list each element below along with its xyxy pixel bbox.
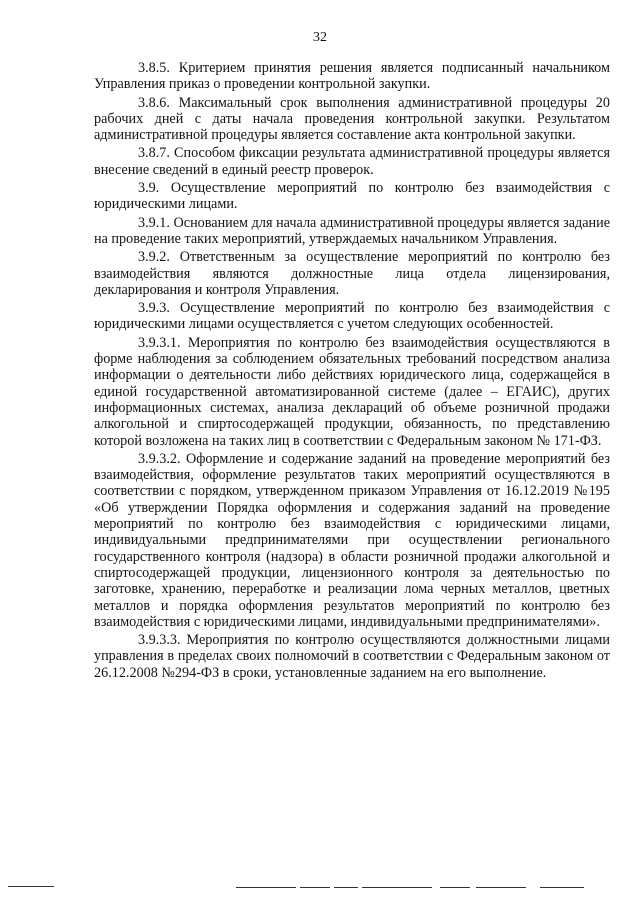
paragraph-3-9: 3.9. Осуществление мероприятий по контролю без взаимодействия с юридическими лицами. (94, 180, 610, 213)
scan-mark (334, 887, 358, 888)
page-number: 32 (313, 30, 327, 45)
paragraph-3-8-6: 3.8.6. Максимальный срок выполнения административной процедуры 20 рабочих дней с даты начала проведения контрольной закупки. Результатом административной процедуры является составление акта контрольной закупки. (94, 94, 610, 144)
paragraph-3-8-7: 3.8.7. Способом фиксации результата административной процедуры является внесение сведений в единый реестр проверок. (94, 145, 610, 178)
paragraph-3-9-3-1: 3.9.3.1. Мероприятия по контролю без взаимодействия осуществляются в форме наблюдения за соблюдением обязательных требований посредством анализа информации о деятельности либо действиях юридического лица, содержащейся в единой государственной автоматизированной системе (далее – ЕГАИС), других информационных системах, анализа деклараций об объеме розничной продажи алкогольной и спиртосодержащей продукции, обязанность, по представлению которой возложена на таких лиц в соответствии с Федеральным законом № 171-ФЗ. (94, 334, 610, 449)
paragraph-3-9-2: 3.9.2. Ответственным за осуществление мероприятий по контролю без взаимодействия являются должностные лица отдела лицензирования, декларирования и контроля Управления. (94, 249, 610, 298)
scan-mark (440, 887, 470, 888)
document-body (94, 60, 610, 681)
scan-mark (362, 887, 432, 888)
scan-mark (300, 887, 330, 888)
paragraph-3-9-3: 3.9.3. Осуществление мероприятий по контролю без взаимодействия с юридическими лицами осуществляется с учетом следующих особенностей. (94, 300, 610, 333)
scan-mark (8, 886, 54, 887)
scan-mark (540, 887, 584, 888)
scan-mark (476, 887, 526, 888)
paragraph-3-9-1: 3.9.1. Основанием для начала административной процедуры является задание на проведение таких мероприятий, утверждаемых начальником Управления. (94, 214, 610, 247)
paragraph-3-9-3-3: 3.9.3.3. Мероприятия по контролю осуществляются должностными лицами управления в пределах своих полномочий в соответствии с Федеральным законом от 26.12.2008 №294-ФЗ в сроки, установленные заданием на его выполнение. (94, 632, 610, 681)
scan-footer-marks (0, 878, 640, 898)
paragraph-3-8-5: 3.8.5. Критерием принятия решения является подписанный начальником Управления приказ о проведении контрольной закупки. (94, 60, 610, 93)
scan-mark (236, 887, 296, 888)
paragraph-3-9-3-2: 3.9.3.2. Оформление и содержание заданий на проведение мероприятий без взаимодействия, оформление результатов таких мероприятий осуществляются в соответствии с порядком, утвержденном приказом Управления от 16.12.2019 №195 «Об утверждении Порядка оформления и содержания заданий на проведение мероприятий по контролю без взаимодействия с юридическими лицами, индивидуальными предпринимателями при осуществлении регионального государственного контроля (надзора) в области розничной продажи алкогольной и спиртосодержащей продукции, лицензионного контроля за деятельностью по заготовке, хранению, переработке и реализации лома черных металлов, цветных металлов и порядка оформления результатов мероприятий по контролю без взаимодействия с юридическими лицами, индивидуальными предпринимателями». (94, 450, 610, 630)
